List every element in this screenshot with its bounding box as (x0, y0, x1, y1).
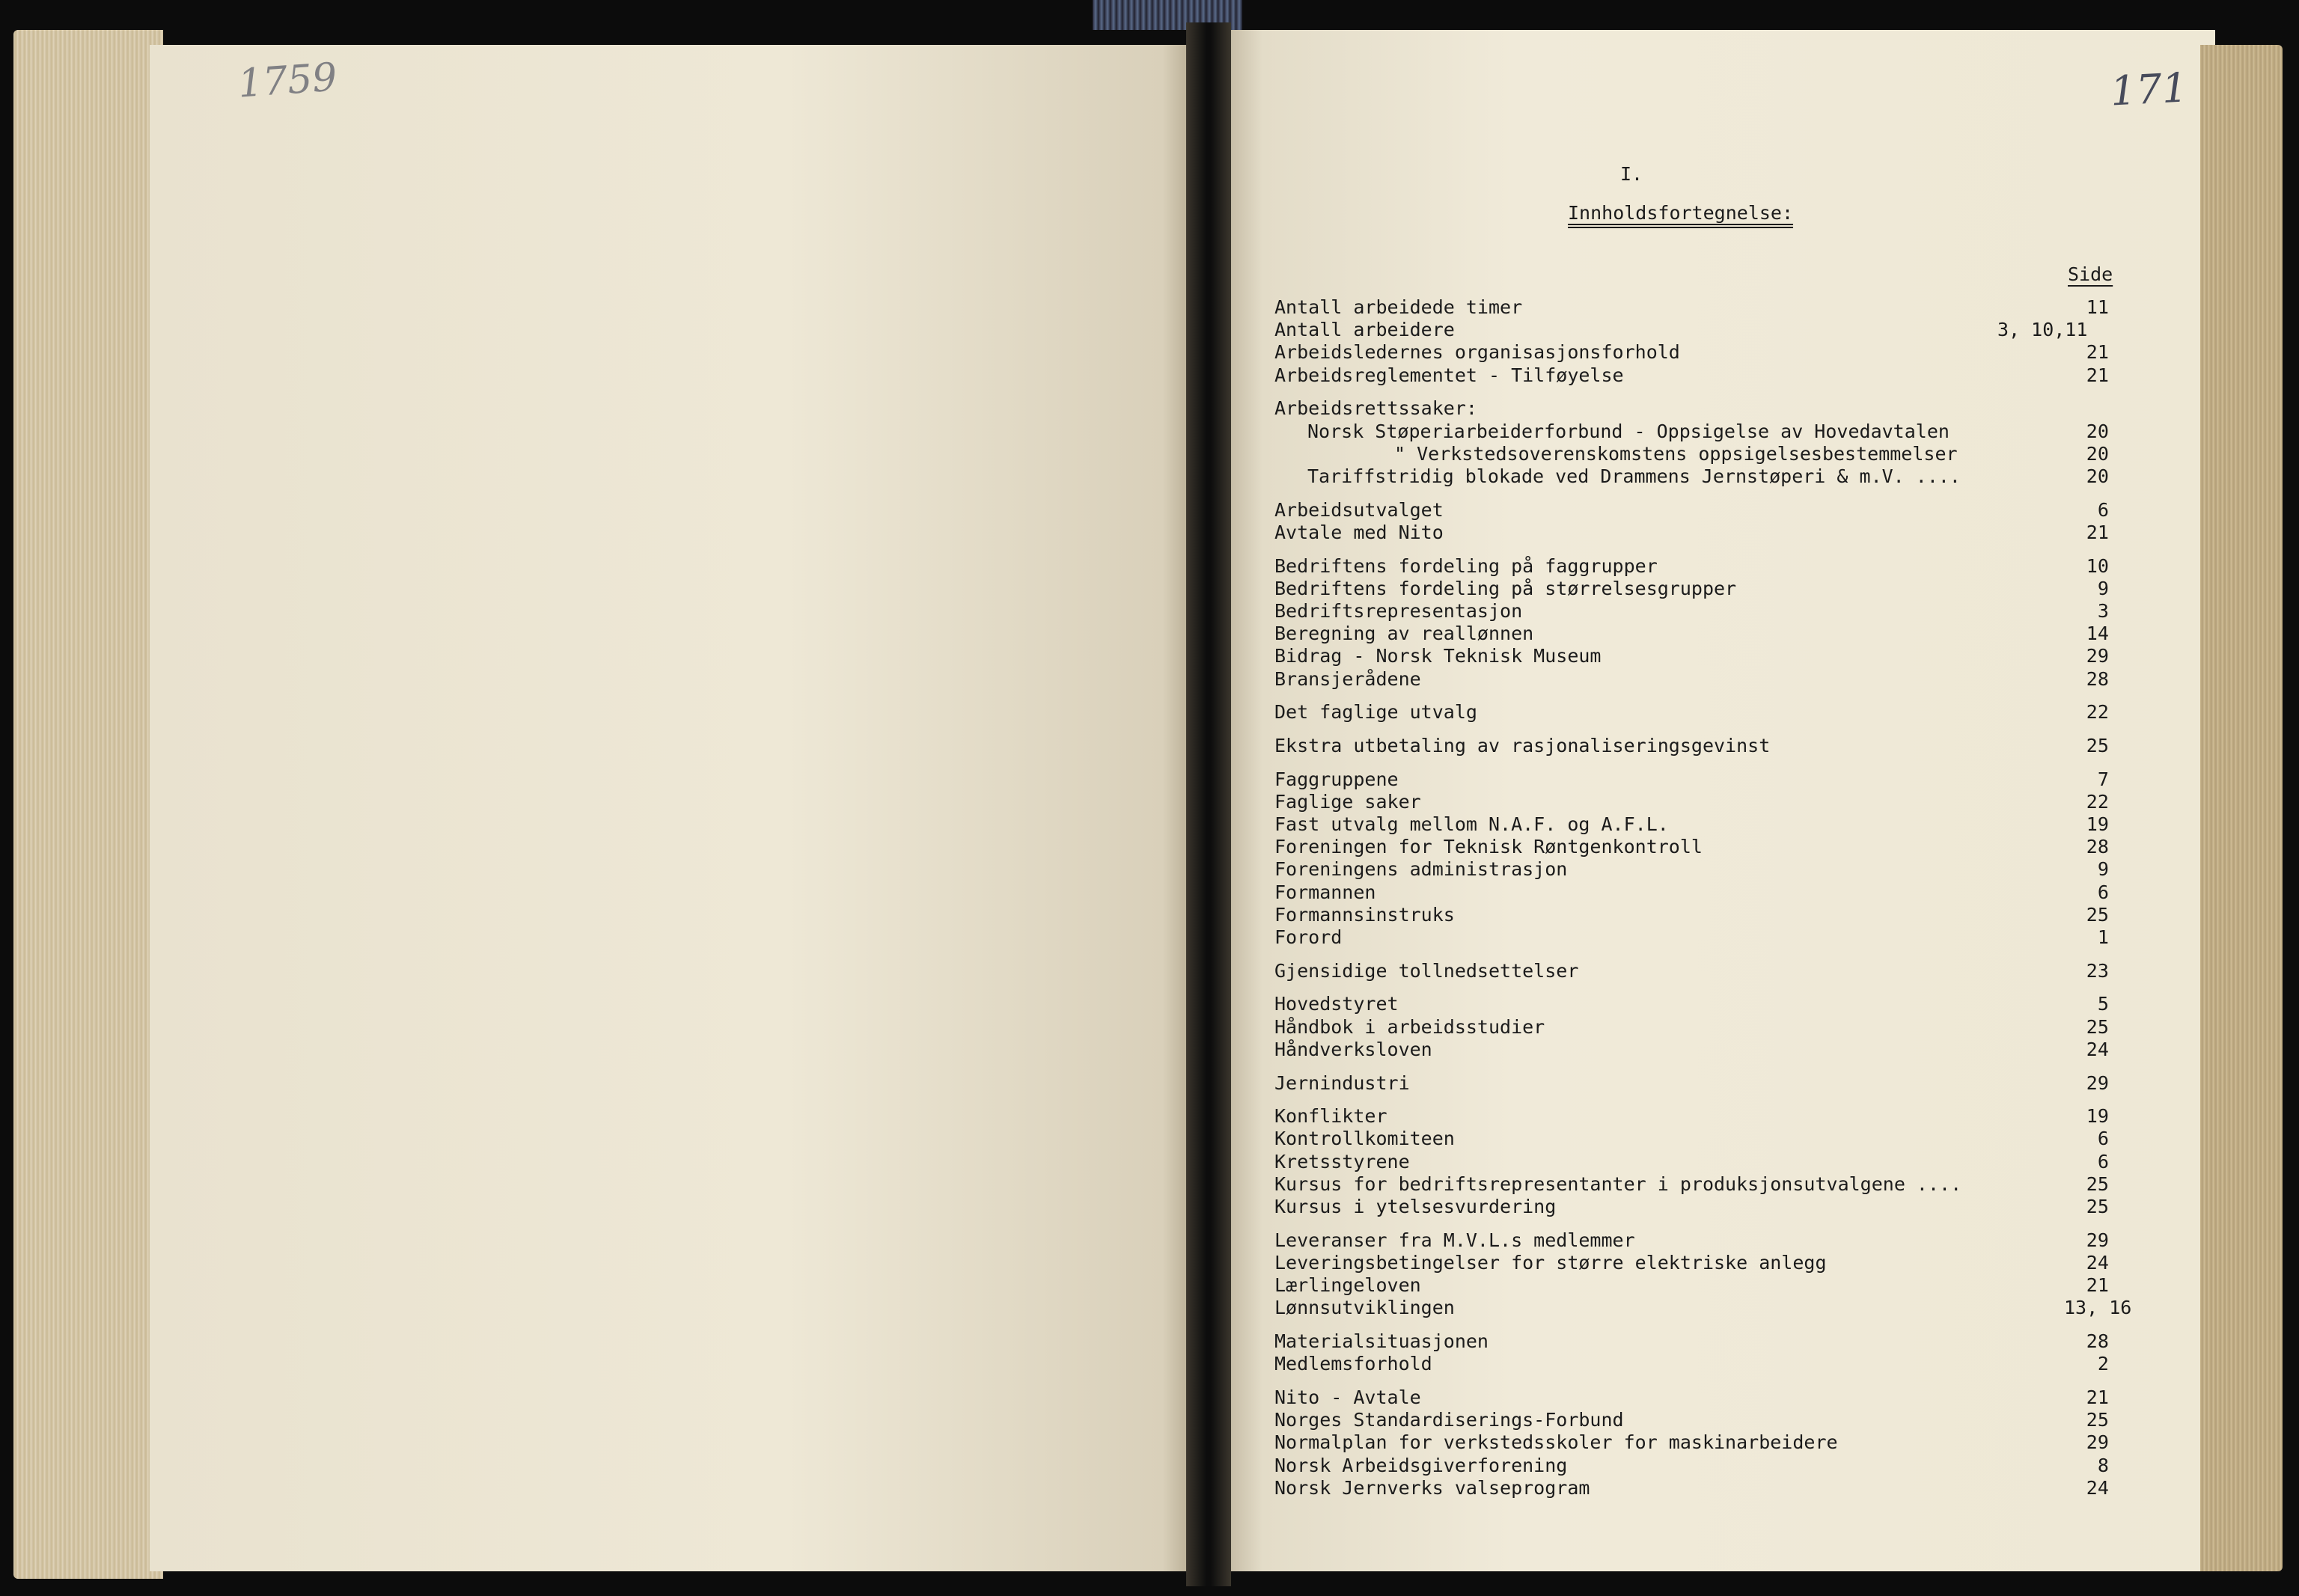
toc-entry-term: Kretsstyrene (1274, 1150, 1410, 1172)
toc-entry-term: Antall arbeidere (1274, 319, 1455, 341)
toc-entry-term: Arbeidsledernes organisasjonsforhold (1274, 341, 1680, 364)
toc-entry-term: Leveringsbetingelser for større elektriske anlegg (1274, 1251, 1827, 1274)
toc-entry (1274, 926, 2135, 949)
leader-dots (1666, 557, 1955, 575)
toc-entry-term: Beregning av reallønnen (1274, 623, 1534, 645)
toc-entry-page: 28 (2086, 1330, 2109, 1352)
toc-entry (1274, 1455, 2135, 1477)
leader-dots (1452, 523, 1956, 541)
toc-entry-term: Medlemsforhold (1274, 1353, 1432, 1375)
toc-entry-page: 5 (2097, 993, 2109, 1015)
leader-dots (1350, 928, 1955, 946)
toc-entry (1274, 668, 2135, 691)
toc-entry-page: 28 (2086, 836, 2109, 858)
toc-entry-term: Formannen (1274, 881, 1376, 903)
leader-dots (1406, 994, 1955, 1012)
toc-entry-page: 25 (2086, 903, 2109, 926)
toc-entry-page: 25 (2086, 1172, 2109, 1195)
toc-entry-page: 21 (2086, 364, 2109, 386)
toc-entry (1274, 1252, 2135, 1274)
toc-entry-term: Kontrollkomiteen (1274, 1128, 1455, 1150)
leader-dots (1576, 860, 1955, 878)
toc-entry-page: 25 (2086, 1409, 2109, 1431)
pencil-page-number-right: 171 (2109, 64, 2189, 115)
toc-entry-term: Kursus for bedriftsrepresentanter i produksjonsutvalgene .... (1274, 1172, 1962, 1195)
toc-entry (1274, 1431, 2135, 1454)
toc-entry-term: Bedriftsrepresentasjon (1274, 599, 1523, 622)
toc-entry (1274, 1039, 2135, 1061)
toc-entry-term: Håndverksloven (1274, 1038, 1432, 1060)
leader-dots (1486, 703, 1955, 721)
toc-entry (1274, 1173, 2135, 1196)
toc-entry-term: Normalplan for verkstedsskoler for maskinarbeidere (1274, 1431, 1838, 1454)
toc-entry-page: 25 (2086, 1196, 2109, 1217)
page-column-header: Side (2068, 263, 2113, 285)
toc-entry-page: 6 (2097, 498, 2109, 521)
leader-dots (1847, 1433, 1955, 1451)
leader-dots (1417, 1152, 1955, 1170)
toc-entry (1274, 1105, 2135, 1128)
toc-entry-page: 21 (2086, 1274, 2109, 1297)
toc-entry (1274, 578, 2135, 600)
toc-entry (1274, 1477, 2135, 1499)
toc-entry (1274, 1151, 2135, 1173)
toc-entry-term: Lønnsutviklingen (1274, 1297, 1455, 1319)
toc-entry-page: 21 (2086, 341, 2109, 364)
toc-entry-term: Bedriftens fordeling på faggrupper (1274, 554, 1658, 577)
toc-entry-term: Arbeidsreglementet - Tilføyelse (1274, 364, 1624, 386)
toc-entry-term: " Verkstedsoverenskomstens oppsigelsesbestemmelser (1394, 442, 1958, 465)
toc-entry-term: Norges Standardiserings-Forbund (1274, 1409, 1624, 1431)
toc-entry-term: Leveranser fra M.V.L.s medlemmer (1274, 1229, 1635, 1251)
leader-dots (1610, 646, 1955, 664)
leader-dots (1440, 1040, 1955, 1058)
toc-entry-page: 7 (2097, 768, 2109, 790)
toc-entry (1274, 701, 2135, 724)
toc-entry-page: 20 (2086, 442, 2109, 465)
leader-dots (1384, 883, 1955, 901)
toc-entry-page: 6 (2097, 881, 2109, 903)
toc-entry-page: 11 (2086, 296, 2109, 318)
leader-dots (1429, 1276, 1955, 1294)
toc-entry-term: Materialsituasjonen (1274, 1330, 1489, 1352)
toc-entry-term: Forord (1274, 926, 1343, 948)
toc-entry (1274, 600, 2135, 623)
leader-dots (1429, 792, 1955, 810)
toc-entry-page: 6 (2097, 1150, 2109, 1172)
toc-entry-term: Avtale med Nito (1274, 521, 1444, 543)
toc-entry (1274, 858, 2135, 881)
toc-entry (1274, 1297, 2135, 1319)
toc-entry-page: 29 (2086, 1071, 2109, 1094)
toc-entry (1274, 645, 2135, 667)
toc-entry (1274, 1409, 2135, 1431)
toc-entry-page: 23 (2086, 959, 2109, 982)
toc-entry-page: 24 (2086, 1038, 2109, 1060)
toc-entry-term: Norsk Arbeidsgiverforening (1274, 1454, 1568, 1476)
toc-entry (1274, 1330, 2135, 1353)
toc-entry-term: Norsk Støperiarbeiderforbund - Oppsigelse av Hovedavtalen (1307, 420, 1950, 442)
toc-entry-term: Jernindustri (1274, 1071, 1410, 1094)
leader-dots (1530, 298, 1955, 316)
toc-entry (1274, 1072, 2135, 1095)
toc-entry (1274, 397, 2135, 420)
leader-dots (1463, 320, 1955, 338)
leader-dots (1463, 1129, 1955, 1147)
leader-dots (1745, 579, 1955, 597)
toc-entry-term: Lærlingeloven (1274, 1274, 1421, 1297)
table-of-contents (1274, 0, 2135, 1596)
leader-dots (1836, 1253, 1955, 1271)
toc-entry-term: Ekstra utbetaling av rasjonaliseringsgevinst (1274, 734, 1771, 756)
toc-entry (1274, 1229, 2135, 1252)
section-number: I. (1620, 163, 1643, 185)
toc-entry-term: Bidrag - Norsk Teknisk Museum (1274, 645, 1602, 667)
toc-entry-page: 8 (2097, 1454, 2109, 1476)
left-page-edges (13, 30, 163, 1579)
toc-entry (1274, 1016, 2135, 1039)
toc-entry (1274, 1196, 2135, 1218)
left-page (150, 45, 1205, 1571)
leader-dots (1395, 1107, 1955, 1125)
toc-entry (1274, 1386, 2135, 1409)
leader-dots (1553, 1018, 1955, 1036)
leader-dots (1689, 343, 1955, 361)
toc-entry-term: Antall arbeidede timer (1274, 296, 1523, 318)
leader-dots (1429, 1388, 1955, 1406)
toc-entry (1274, 443, 2135, 465)
leader-dots (1497, 1332, 1955, 1350)
toc-entry-page: 9 (2097, 858, 2109, 881)
toc-entry (1274, 341, 2135, 364)
toc-entry-term: Arbeidsutvalget (1274, 498, 1444, 521)
toc-entry-page: 29 (2086, 1431, 2109, 1454)
leader-dots (1678, 815, 1956, 833)
leader-dots (1565, 1197, 1956, 1215)
toc-entry-term: Nito - Avtale (1274, 1386, 1421, 1408)
toc-entry (1274, 993, 2135, 1015)
toc-entry-page: 10 (2086, 554, 2109, 577)
toc-entry-page: 29 (2086, 1229, 2109, 1251)
toc-entry-page: 28 (2086, 667, 2109, 690)
toc-entry-term: Kursus i ytelsesvurdering (1274, 1196, 1557, 1217)
toc-entry (1274, 881, 2135, 904)
toc-entry-term: Faglige saker (1274, 790, 1421, 813)
right-page-edges (2200, 45, 2283, 1571)
leader-dots (1779, 736, 1955, 754)
toc-entry-term: Konflikter (1274, 1105, 1387, 1128)
toc-entry-page: 14 (2086, 623, 2109, 645)
toc-entry (1274, 421, 2135, 443)
toc-entry (1274, 623, 2135, 645)
toc-entry (1274, 791, 2135, 813)
toc-entry (1274, 1353, 2135, 1375)
toc-entry-term: Bedriftens fordeling på størrelsesgrupper (1274, 577, 1737, 599)
toc-entry-page: 19 (2086, 813, 2109, 835)
toc-entry (1274, 522, 2135, 544)
leader-dots (1463, 1298, 1955, 1316)
toc-entry-term: Formannsinstruks (1274, 903, 1455, 926)
leader-dots (1429, 670, 1955, 688)
toc-entry (1274, 296, 2135, 319)
leader-dots (1587, 961, 1955, 979)
toc-entry (1274, 499, 2135, 522)
toc-entry-page: 2 (2097, 1353, 2109, 1375)
toc-entry-page: 25 (2086, 1015, 2109, 1038)
toc-entry-page: 1 (2097, 926, 2109, 948)
toc-entry (1274, 465, 2135, 488)
pencil-page-number-left: 1759 (236, 55, 339, 107)
toc-entry-term: Foreningen for Teknisk Røntgenkontroll (1274, 836, 1703, 858)
toc-entry (1274, 813, 2135, 836)
leader-dots (1643, 1231, 1955, 1249)
leader-dots (1632, 366, 1955, 384)
toc-entry (1274, 768, 2135, 791)
toc-entry-page: 24 (2086, 1251, 2109, 1274)
toc-entry-page: 6 (2097, 1128, 2109, 1150)
toc-entry (1274, 904, 2135, 926)
toc-title: Innholdsfortegnelse: (1568, 202, 1794, 224)
leader-dots (1599, 1479, 1955, 1496)
leader-dots (1463, 905, 1955, 923)
toc-entry-page: 21 (2086, 521, 2109, 543)
toc-entry-term: Gjensidige tollnedsettelser (1274, 959, 1579, 982)
toc-entry-term: Tariffstridig blokade ved Drammens Jernstøperi & m.V. .... (1307, 465, 1961, 487)
toc-entry-page: 22 (2086, 790, 2109, 813)
toc-entry-page: 29 (2086, 645, 2109, 667)
toc-entry-term: Håndbok i arbeidsstudier (1274, 1015, 1545, 1038)
toc-entry (1274, 555, 2135, 578)
leader-dots (1452, 501, 1956, 519)
toc-entry-page: 24 (2086, 1476, 2109, 1499)
toc-entry-page: 25 (2086, 734, 2109, 756)
toc-entry (1274, 364, 2135, 387)
leader-dots (1632, 1410, 1955, 1428)
leader-dots (1417, 1074, 1955, 1092)
toc-entry-term: Foreningens administrasjon (1274, 858, 1568, 881)
toc-entry-page: 3, 10,11 (1997, 319, 2088, 341)
leader-dots (1576, 1456, 1955, 1474)
toc-entry-page: 22 (2086, 701, 2109, 724)
toc-entry-page: 3 (2097, 599, 2109, 622)
toc-entry (1274, 319, 2135, 341)
toc-entry-page: 19 (2086, 1105, 2109, 1128)
toc-entry (1274, 836, 2135, 858)
toc-entry-page: 20 (2086, 420, 2109, 442)
leader-dots (1530, 602, 1955, 620)
toc-entry-page: 13, 16 (2064, 1297, 2132, 1319)
toc-entry-page: 20 (2086, 465, 2109, 487)
toc-entry-page: 21 (2086, 1386, 2109, 1408)
toc-entry-term: Hovedstyret (1274, 993, 1399, 1015)
toc-entry (1274, 960, 2135, 982)
toc-entry-term: Det faglige utvalg (1274, 701, 1477, 724)
leader-dots (1406, 770, 1955, 788)
toc-entry-term: Bransjerådene (1274, 667, 1421, 690)
toc-entry (1274, 1274, 2135, 1297)
toc-entry (1274, 1128, 2135, 1150)
toc-entry-term: Arbeidsrettssaker: (1274, 397, 1477, 420)
book-gutter (1186, 22, 1231, 1586)
toc-entry-term: Norsk Jernverks valseprogram (1274, 1476, 1590, 1499)
toc-entry-term: Fast utvalg mellom N.A.F. og A.F.L. (1274, 813, 1669, 835)
toc-entry-term: Faggruppene (1274, 768, 1399, 790)
toc-entry (1274, 735, 2135, 757)
toc-entry-page: 9 (2097, 577, 2109, 599)
leader-dots (1440, 1354, 1955, 1372)
leader-dots (1712, 837, 1955, 855)
leader-dots (1542, 624, 1955, 642)
